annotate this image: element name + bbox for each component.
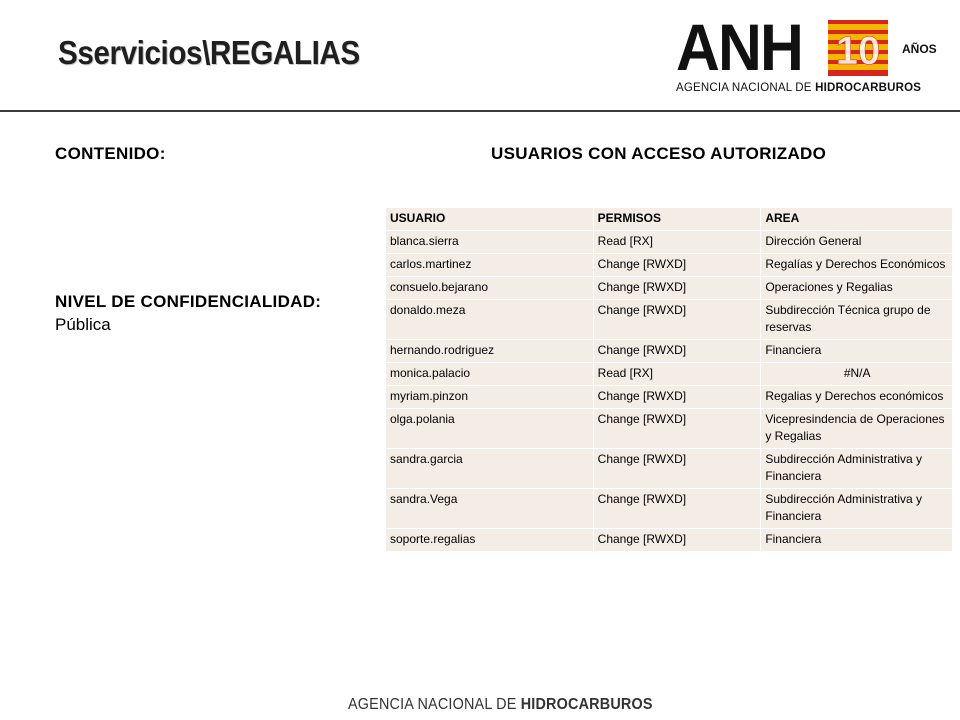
cell-permisos: Read [RX] [593,363,761,386]
contenido-label: CONTENIDO: [55,144,166,163]
logo-letters: ANH [676,10,803,84]
table-row [386,386,953,409]
anh-logo [676,10,946,100]
table-row [386,363,953,386]
slide-title: Sservicios\REGALIAS [58,34,360,71]
table-row [386,529,953,552]
cell-usuario: myriam.pinzon [386,386,594,409]
confidentiality-block [55,290,345,336]
table-row [386,409,953,449]
table-row [386,340,953,363]
logo-anniversary: 10 [835,29,881,73]
cell-permisos: Change [RWXD] [593,409,761,449]
cell-usuario: blanca.sierra [386,231,594,254]
table-row [386,300,953,340]
table-header-row [386,208,953,231]
cell-usuario: olga.polania [386,409,594,449]
cell-permisos: Change [RWXD] [593,386,761,409]
cell-area: Subdirección Administrativa y Financiera [761,489,953,529]
cell-permisos: Change [RWXD] [593,300,761,340]
cell-permisos: Change [RWXD] [593,489,761,529]
cell-usuario: hernando.rodriguez [386,340,594,363]
table-row [386,231,953,254]
cell-area: #N/A [761,363,953,386]
column-header-permisos: PERMISOS [593,208,761,231]
cell-usuario: sandra.garcia [386,449,594,489]
users-table [385,207,953,552]
footer-agency-name: AGENCIA NACIONAL DE HIDROCARBUROS [348,696,653,713]
section-title: USUARIOS CON ACCESO AUTORIZADO [491,144,827,163]
cell-area: Operaciones y Regalias [761,277,953,300]
cell-area: Regalias y Derechos económicos [761,386,953,409]
table-row [386,489,953,529]
cell-area: Dirección General [761,231,953,254]
cell-area: Subdirección Administrativa y Financiera [761,449,953,489]
cell-permisos: Read [RX] [593,231,761,254]
table-row [386,277,953,300]
table-row [386,254,953,277]
logo-subtitle: AGENCIA NACIONAL DE HIDROCARBUROS [676,82,922,94]
cell-usuario: sandra.Vega [386,489,594,529]
cell-usuario: monica.palacio [386,363,594,386]
cell-usuario: donaldo.meza [386,300,594,340]
logo-years: AÑOS [902,42,937,56]
column-header-usuario: USUARIO [386,208,594,231]
cell-area: Vicepresindencia de Operaciones y Regalias [761,409,953,449]
cell-usuario: consuelo.bejarano [386,277,594,300]
cell-permisos: Change [RWXD] [593,254,761,277]
cell-area: Regalías y Derechos Económicos [761,254,953,277]
cell-permisos: Change [RWXD] [593,340,761,363]
logo-flag-icon [828,20,888,76]
header-divider [0,110,960,112]
cell-area: Subdirección Técnica grupo de reservas [761,300,953,340]
column-header-area: AREA [761,208,953,231]
cell-area: Financiera [761,529,953,552]
cell-area: Financiera [761,340,953,363]
cell-permisos: Change [RWXD] [593,529,761,552]
cell-usuario: carlos.martinez [386,254,594,277]
cell-permisos: Change [RWXD] [593,277,761,300]
confidentiality-label: NIVEL DE CONFIDENCIALIDAD: [55,292,322,311]
cell-usuario: soporte.regalias [386,529,594,552]
cell-permisos: Change [RWXD] [593,449,761,489]
confidentiality-value: Pública [55,315,111,334]
table-row [386,449,953,489]
